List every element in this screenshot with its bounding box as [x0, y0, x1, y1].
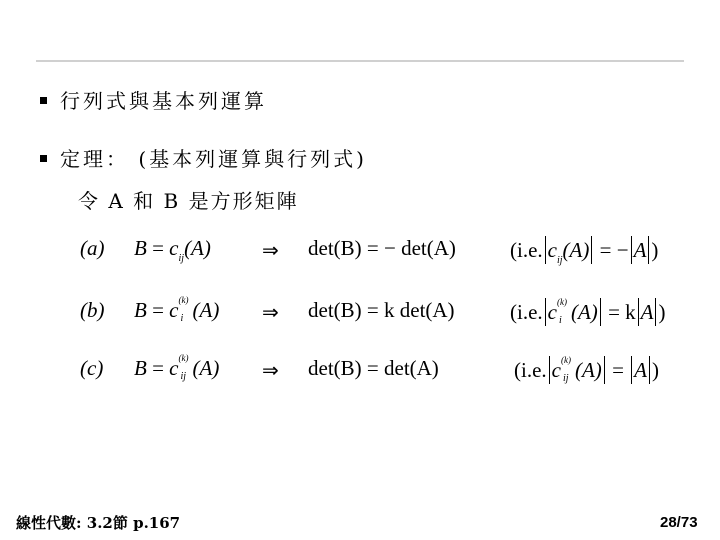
- equation-c-rhs: det(B) = det(A): [308, 356, 439, 380]
- title-divider-rule: [36, 60, 684, 62]
- implies-arrow-icon: ⇒: [262, 238, 279, 262]
- equation-c-note: (i.e. c (k) ij (A) = A ): [514, 355, 659, 384]
- equation-b-note: (i.e. c (k) i (A) = k A ): [510, 297, 666, 326]
- equation-a-note: (i.e. $c_{ij}(A)$ = − A ): [510, 238, 659, 266]
- equation-c-lhs: B = c (k) ij (A): [134, 353, 220, 382]
- bullet-square-icon: [40, 155, 47, 162]
- equation-a-rhs: det(B) = − det(A): [308, 236, 456, 260]
- slide-page-number: 28/73: [660, 514, 698, 531]
- bullet-text-1: 行列式與基本列運算: [60, 89, 267, 113]
- equation-b-rhs: det(B) = k det(A): [308, 298, 455, 322]
- equation-a-lhs: $B = c_{ij}(A)$: [134, 236, 211, 264]
- subtext-square-matrices: 令 A 和 B 是方形矩陣: [78, 189, 299, 213]
- equation-c-label: (c): [80, 356, 104, 380]
- equation-b-label: (b): [80, 298, 105, 322]
- footer-course-reference: 線性代數: 3.2節 p.167: [16, 514, 181, 532]
- bullet-text-2: 定理： (基本列運算與行列式): [60, 147, 367, 171]
- bullet-square-icon: [40, 97, 47, 104]
- implies-arrow-icon: ⇒: [262, 358, 279, 382]
- implies-arrow-icon: ⇒: [262, 300, 279, 324]
- equation-b-lhs: B = c (k) i (A): [134, 295, 220, 324]
- equation-a-label: (a): [80, 236, 105, 260]
